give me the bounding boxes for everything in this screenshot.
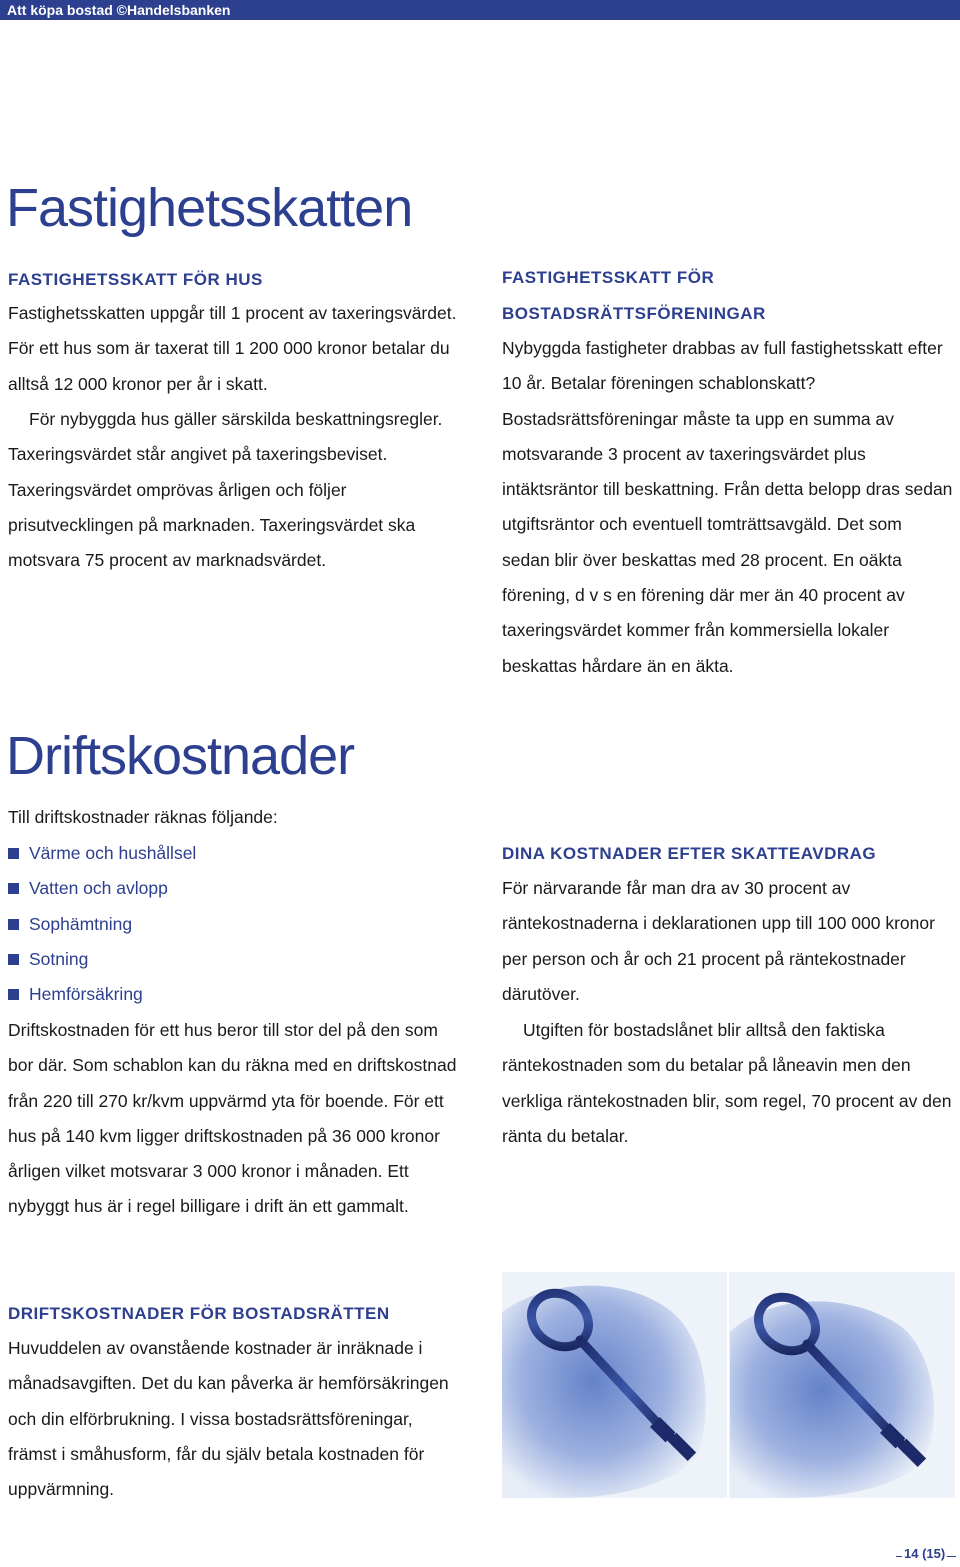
list-item — [8, 907, 196, 942]
paragraph-skatt-hus-2: För nybyggda hus gäller särskilda beskattningsregler. Taxeringsvärdet står angivet på taxeringsbeviset. Taxeringsvärdet omprövas årligen och följer prisutvecklingen på marknaden. Taxeringsvärdet ska motsvara 75 procent av marknadsvärdet. — [8, 409, 443, 571]
bullet-square-icon — [8, 919, 19, 930]
heading-kostnader-skatteavdrag: DINA KOSTNADER EFTER SKATTEAVDRAG — [502, 844, 877, 863]
section-title-driftskostnader: Driftskostnader — [6, 726, 355, 786]
header-title: Att köpa bostad ©Handelsbanken — [7, 2, 231, 18]
paragraph-driftskostnad-hus: Driftskostnaden för ett hus beror till stor del på den som bor där. Som schablon kan du räkna med en driftskostnad från 220 till 270 kr/kvm uppvärmd yta för boende. För ett hus på 140 kvm ligger driftskostnaden på 36 000 kronor årligen vilket motsvarar 3 000 kronor i månaden. Ett nybyggt hus är i regel billigare i drift än ett gammalt. — [8, 1020, 457, 1217]
bullet-square-icon — [8, 954, 19, 965]
bullet-square-icon — [8, 989, 19, 1000]
header-bar — [0, 0, 960, 20]
heading-driftskostnader-brf: DRIFTSKOSTNADER FÖR BOSTADSRÄTTEN — [8, 1304, 390, 1323]
list-item — [8, 836, 196, 871]
page-number: 14 (15) — [904, 1546, 946, 1561]
list-item — [8, 942, 196, 977]
list-item-label: Värme och hushållsel — [29, 843, 197, 863]
list-item-label: Sophämtning — [29, 913, 133, 934]
bullet-square-icon — [8, 848, 19, 859]
paragraph-skatteavdrag-1: För närvarande får man dra av 30 procent av räntekostnaderna i deklarationen upp till 100 000 kronor per person och år och 21 procent på räntekostnader därutöver. — [502, 878, 935, 1004]
driftskostnader-intro: Till driftskostnader räknas följande: — [8, 807, 278, 827]
bullet-square-icon — [8, 883, 19, 894]
heading-fastighetsskatt-hus: FASTIGHETSSKATT FÖR HUS — [8, 270, 263, 289]
paragraph-driftskostnader-brf: Huvuddelen av ovanstående kostnader är inräknade i månadsavgiften. Det du kan påverka är hemförsäkringen och din elförbrukning. I vissa bostadsrättsföreningar, främst i småhusform, får du själv betala kostnaden för uppvärmning. — [8, 1338, 449, 1500]
keys-photo — [502, 1272, 955, 1498]
list-item — [8, 977, 196, 1012]
list-item — [8, 871, 196, 906]
list-item-label: Sotning — [29, 948, 89, 969]
paragraph-skatt-brf: Nybyggda fastigheter drabbas av full fastighetsskatt efter 10 år. Betalar föreningen schablonskatt? Bostadsrättsföreningar måste ta upp en summa av motsvarande 3 procent av taxeringsvärdet plus intäktsräntor till beskattning. Från detta belopp dras sedan utgiftsräntor och eventuell tomträttsavgäld. Det som sedan blir över beskattas med 28 procent. En oäkta förening, d v s en förening där mer än 40 procent av taxeringsvärdet kommer från kommersiella lokaler beskattas hårdare än en äkta. — [502, 338, 953, 676]
keys-illustration — [502, 1272, 955, 1498]
driftskostnader-list — [8, 836, 196, 1012]
list-item-label: Hemförsäkring — [29, 984, 143, 1005]
paragraph-skatteavdrag-2: Utgiften för bostadslånet blir alltså den faktiska räntekostnaden som du betalar på låneavin men den verkliga räntekostnaden blir, som regel, 70 procent av den ränta du betalar. — [502, 1020, 952, 1146]
list-item-label: Vatten och avlopp — [29, 878, 168, 899]
heading-fastighetsskatt-brf: FASTIGHETSSKATT FÖR BOSTADSRÄTTSFÖRENINGAR — [502, 268, 766, 323]
paragraph-skatt-hus-1: Fastighetsskatten uppgår till 1 procent av taxeringsvärdet. För ett hus som är taxerat till 1 200 000 kronor betalar du alltså 12 000 kronor per år i skatt. — [8, 303, 457, 394]
section-title-fastighetsskatten: Fastighetsskatten — [6, 178, 413, 238]
